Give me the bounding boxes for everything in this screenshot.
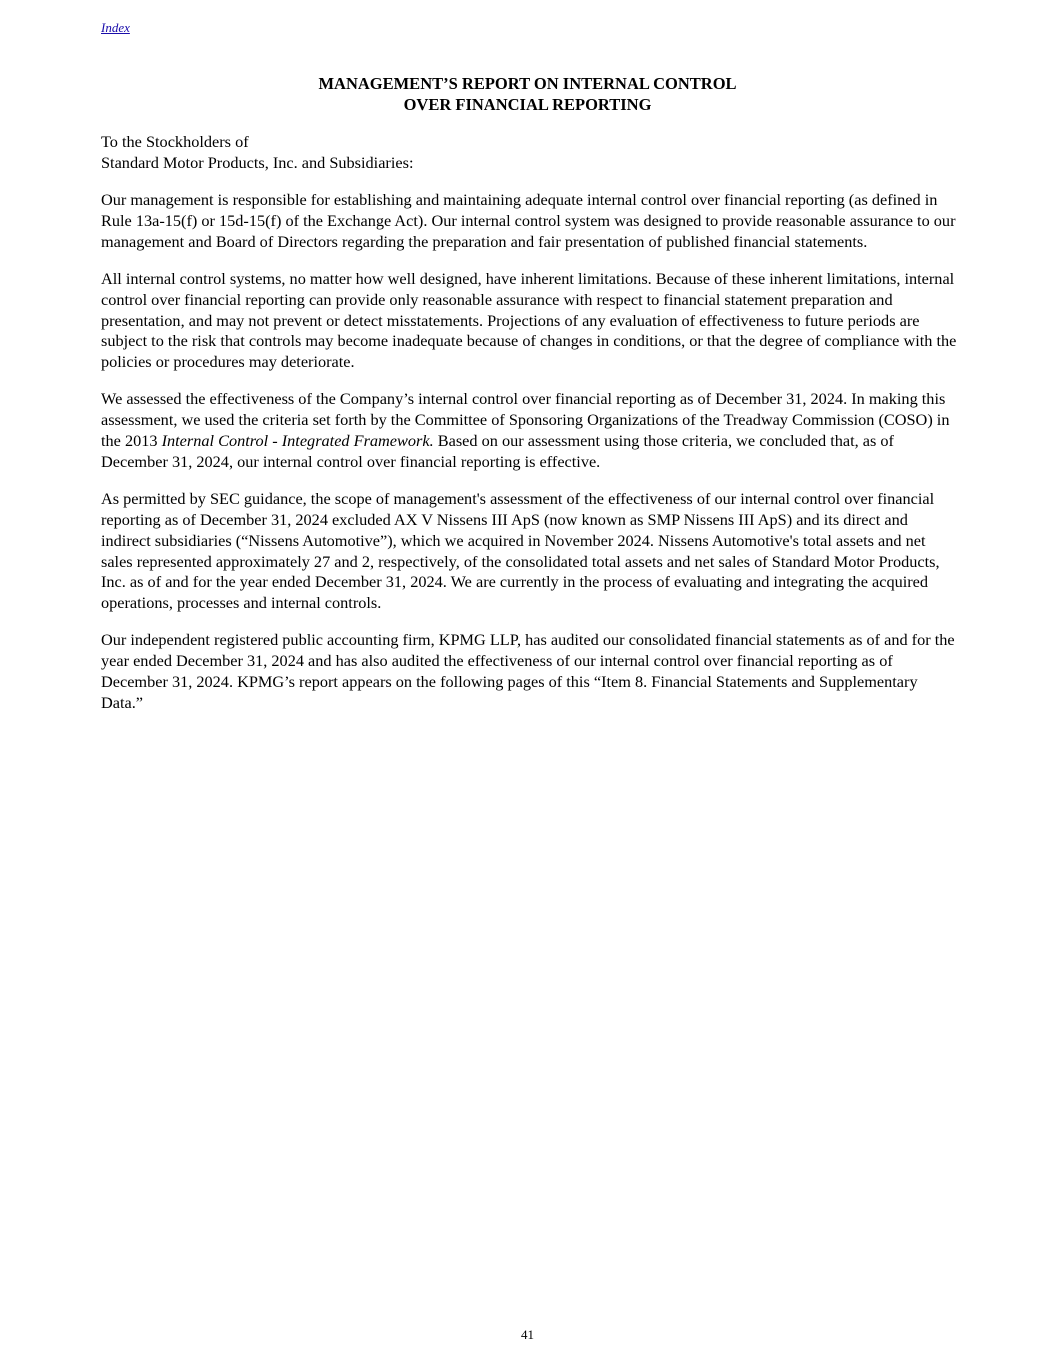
index-link[interactable]: Index (101, 20, 130, 35)
title-line-1: MANAGEMENT’S REPORT ON INTERNAL CONTROL (318, 74, 737, 93)
salutation-line-1: To the Stockholders of (101, 132, 249, 151)
paragraph-limitations: All internal control systems, no matter how well designed, have inherent limitations. Because of these inherent limitations, internal control over financial reporting can provide only reasonable assurance with respect to financial statement preparation and presentation, and may not prevent or detect misstatements. Projections of any evaluation of effectiveness to future periods are subject to the risk that controls may become inadequate because of changes in conditions, or that the degree of compliance with the policies or procedures may deteriorate. (101, 268, 957, 372)
paragraph-assessment (101, 389, 959, 472)
paragraph-scope-exclusion: As permitted by SEC guidance, the scope of management's assessment of the effectiveness of our internal control over financial reporting as of December 31, 2024 excluded AX V Nissens III ApS (now known as SMP Nissens III ApS) and its direct and indirect subsidiaries (“Nissens Automotive”), which we acquired in November 2024. Nissens Automotive's total assets and net sales represented approximately 27 and 2, respectively, of the consolidated total assets and net sales of Standard Motor Products, Inc. as of and for the year ended December 31, 2024. We are currently in the process of evaluating and integrating the acquired operations, processes and internal controls. (101, 489, 940, 613)
salutation-line-2: Standard Motor Products, Inc. and Subsidiaries: (101, 152, 414, 172)
paragraph-responsibility: Our management is responsible for establishing and maintaining adequate internal control over financial reporting (as defined in Rule 13a-15(f) or 15d-15(f) of the Exchange Act). Our internal control system was designed to provide reasonable assurance to our management and Board of Directors regarding the preparation and fair presentation of published financial statements. (101, 190, 956, 251)
framework-title: Internal Control - Integrated Framework. (161, 431, 434, 451)
title-line-2: OVER FINANCIAL REPORTING (403, 95, 652, 114)
paragraph-auditor: Our independent registered public accounting firm, KPMG LLP, has audited our consolidated financial statements as of and for the year ended December 31, 2024 and has also audited the effectiveness of our internal control over financial reporting as of December 31, 2024. KPMG’s report appears on the following pages of this “Item 8. Financial Statements and Supplementary Data.” (101, 630, 955, 712)
report-body (101, 132, 959, 730)
assessment-text-start: We assessed the effectiveness of the Company’s internal control over financial reporting as of December 31, 2024. In making this assessment, we used the criteria set forth by the Committee of Sponsoring Organizations of the Treadway Commission (COSO) in the 2013 (101, 389, 950, 451)
page-title (0, 73, 1055, 115)
assessment-text-end: Based on our assessment using those criteria, we concluded that, as of December 31, 2024, our internal control over financial reporting is effective. (101, 431, 894, 471)
salutation (101, 132, 959, 174)
page-number: 41 (521, 1327, 534, 1342)
